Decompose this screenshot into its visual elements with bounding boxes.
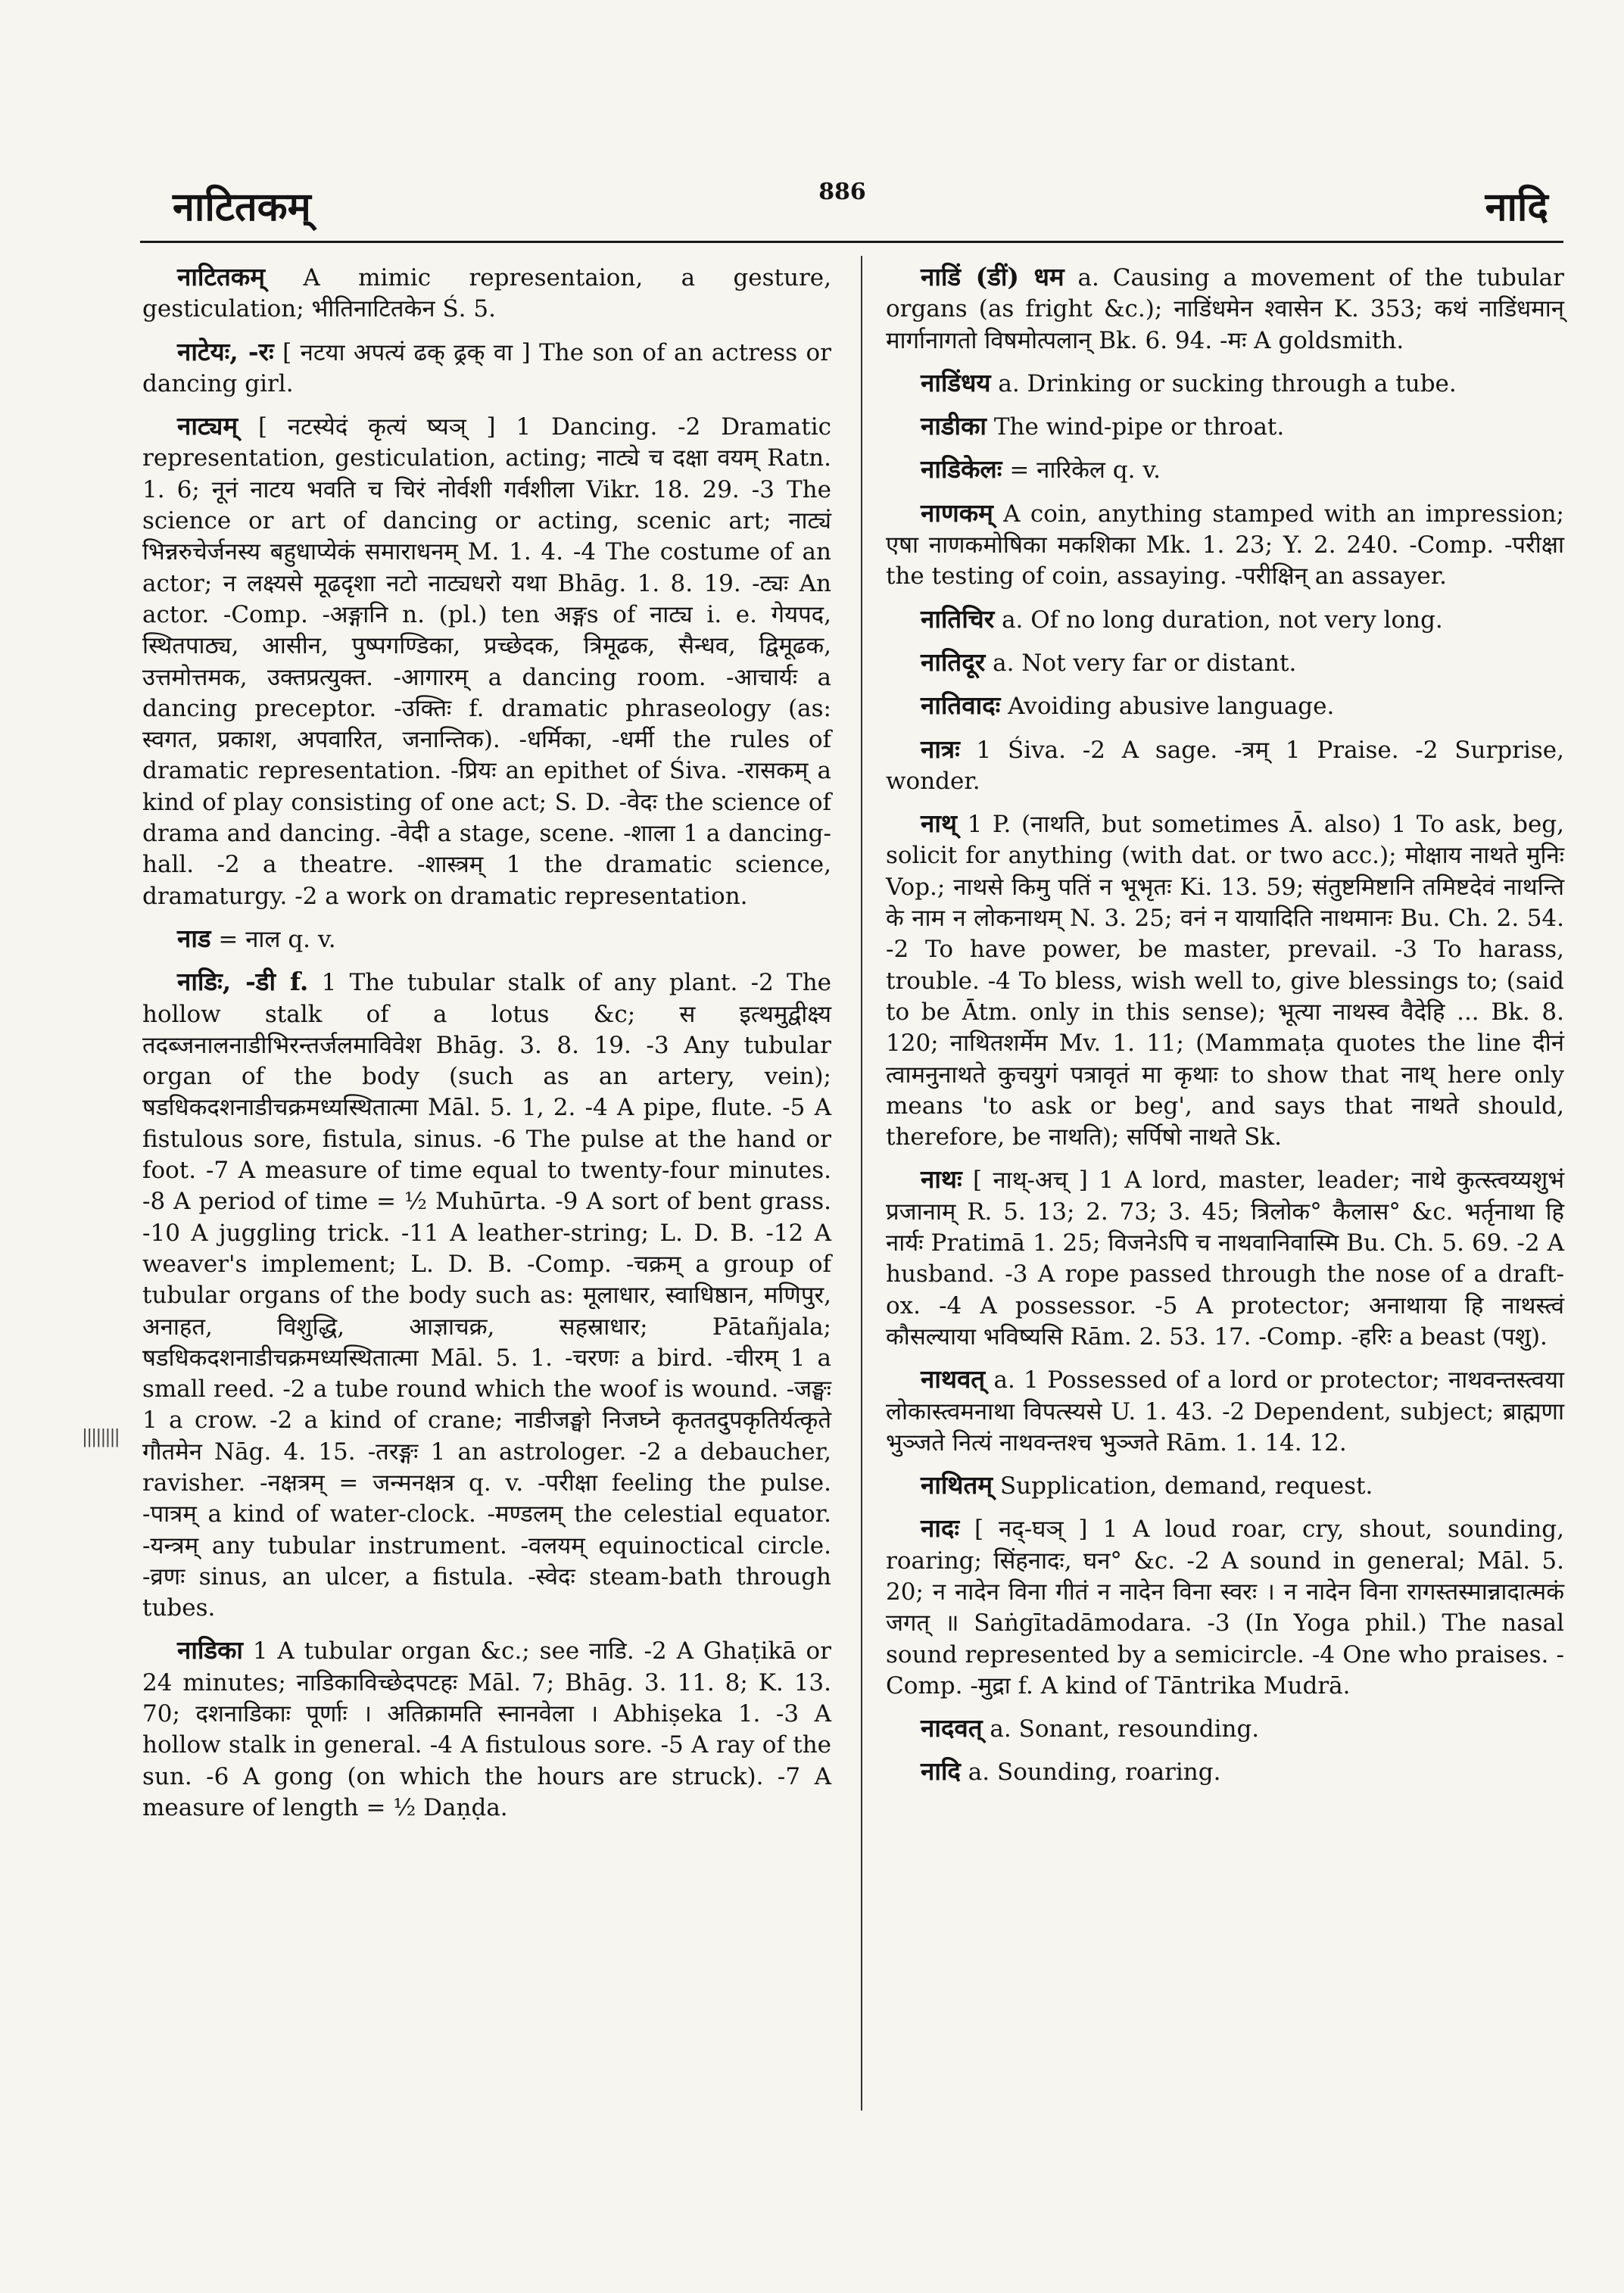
entry-headword: नाडिका — [177, 1635, 243, 1665]
header-rule — [140, 241, 1563, 243]
entry-definition: 1 Śiva. -2 A sage. -त्रम् 1 Praise. -2 Surprise, wonder. — [886, 736, 1564, 795]
entry-definition: The wind-pipe or throat. — [993, 413, 1285, 441]
entry-definition: 1 The tubular stalk of any plant. -2 The hollow stalk of a lotus &c; स इत्थमुद्वीक्ष्य तदब्जनालनाडीभिरन्तर्जलमाविवेश Bhāg. 3. 8. 19. -3 Any tubular organ of the body (such as an artery, vein); षडधिकदशनाडीचक्रमध्यस्थितात्मा Māl. 5. 1, 2. -4 A pipe, flute. -5 A fistulous sore, fistula, sinus. -6 The pulse at the hand or foot. -7 A measure of time equal to twenty-four minutes. -8 A period of time = ½ Muhūrta. -9 A sort of bent grass. -10 A juggling trick. -11 A leather-string; L. D. B. -12 A weaver's implement; L. D. B. -Comp. -चक्रम् a group of tubular organs of the body such as: मूलाधार, स्वाधिष्ठान, मणिपुर, अनाहत, विशुद्धि, आज्ञाचक्र, सहस्राधार; Pātañjala; षडधिकदशनाडीचक्रमध्यस्थितात्मा Māl. 5. 1. -चरणः a bird. -चीरम् 1 a small reed. -2 a tube round which the woof is wound. -जङ्घः 1 a crow. -2 a kind of crane; नाडीजङ्घो निजघ्ने कृततदुपकृतिर्यत्कृते गौतमेन Nāg. 4. 15. -तरङ्गः 1 an astrologer. -2 a debaucher, ravisher. -नक्षत्रम् = जन्मनक्षत्र q. v. -परीक्षा feeling the pulse. -पात्रम् a kind of water-clock. -मण्डलम् the celestial equator. -यन्त्रम् any tubular instrument. -वलयम् equinoctical circle. -व्रणः sinus, an ulcer, a fistula. -स्वेदः steam-bath through tubes. — [142, 969, 832, 1622]
entry-definition: A mimic representaion, a gesture, gesticulation; भीतिनाटितकेन Ś. 5. — [142, 264, 831, 323]
entry-headword: नादः — [921, 1513, 960, 1544]
dictionary-entry — [886, 261, 1564, 357]
column-divider — [861, 256, 862, 2111]
entry-headword: नाडिंधय — [921, 367, 991, 397]
entry-definition: a. 1 Possessed of a lord or protector; नाथवन्तस्त्वया लोकास्त्वमनाथा विपत्स्यसे U. 1. 43. -2 Dependent, subject; ब्राह्मणा भुञ्जते नित्यं नाथवन्तश्च भुञ्जते Rām. 1. 14. 12. — [886, 1366, 1565, 1456]
entry-definition: [ नद्-घञ् ] 1 A loud roar, cry, shout, sounding, roaring; सिंहनादः, घन° &c. -2 A sound in general; Māl. 5. 20; न नादेन विना गीतं न नादेन विना स्वरः । न नादेन विना रागस्तस्मान्नादात्मकं जगत् ॥ Saṅgītadāmodara. -3 (In Yoga phil.) The nasal sound represented by a semicircle. -4 One who praises. -Comp. -मुद्रा f. A kind of Tāntrika Mudrā. — [886, 1516, 1564, 1699]
left-guide-word: नाटितकम् — [173, 184, 311, 230]
entry-definition: = नारिकेल q. v. — [1009, 456, 1161, 484]
dictionary-entry — [886, 367, 1564, 400]
entry-headword: नाथ् — [921, 808, 957, 839]
page-number: 886 — [818, 179, 866, 205]
entry-definition: a. Sonant, resounding. — [990, 1715, 1260, 1743]
dictionary-entry — [142, 410, 831, 912]
right-guide-word: नादि — [1485, 184, 1548, 230]
dictionary-entry — [886, 1712, 1564, 1745]
entry-definition: Avoiding abusive language. — [1008, 693, 1335, 721]
entry-definition: 1 A tubular organ &c.; see नाडि. -2 A Ghaṭikā or 24 minutes; नाडिकाविच्छेदपटहः Māl. 7; Bhāg. 3. 11. 8; K. 13. 70; दशनाडिकाः पूर्णाः । अतिक्रामति स्नानवेला । Abhiṣeka 1. -3 A hollow stalk in general. -4 A fistulous sore. -5 A ray of the sun. -6 A gong (on which the hours are struck). -7 A measure of length = ½ Daṇḍa. — [142, 1637, 831, 1821]
dictionary-entry — [886, 1164, 1564, 1353]
dictionary-entry — [886, 453, 1564, 486]
dictionary-entry — [886, 1513, 1564, 1702]
entry-definition: [ नटस्येदं कृत्यं ष्यञ् ] 1 Dancing. -2 Dramatic representation, gesticulation, acting; नाट्ये च दक्षा वयम् Ratn. 1. 6; नूनं नाटय भवति च चिरं नोर्वशी गर्वशीला Vikr. 18. 29. -3 The science or art of dancing or acting, scenic art; नाट्यं भिन्नरुचेर्जनस्य बहुधाप्येकं समाराधनम् M. 1. 4. -4 The costume of an actor; न लक्ष्यसे मूढदृशा नटो नाट्यधरो यथा Bhāg. 1. 8. 19. -ट्यः An actor. -Comp. -अङ्गानि n. (pl.) ten अङ्गs of नाट्य i. e. गेयपद, स्थितपाठ्य, आसीन, पुष्पगण्डिका, प्रच्छेदक, त्रिमूढक, सैन्धव, द्विमूढक, उत्तमोत्तमक, उक्तप्रत्युक्त. -आगारम् a dancing room. -आचार्यः a dancing preceptor. -उक्तिः f. dramatic phraseology (as: स्वगत, प्रकाश, अपवारित, जनान्तिक). -धर्मिका, -धर्मी the rules of dramatic representation. -प्रियः an epithet of Śiva. -रासकम् a kind of play consisting of one act; S. D. -वेदः the science of drama and dancing. -वेदी a stage, scene. -शाला 1 a dancing-hall. -2 a theatre. -शास्त्रम् 1 the dramatic science, dramaturgy. -2 a work on dramatic representation. — [142, 413, 831, 910]
dictionary-entry — [886, 734, 1564, 798]
entry-headword: नाथवत् — [921, 1364, 986, 1394]
entry-definition: a. Drinking or sucking through a tube. — [998, 369, 1457, 397]
entry-headword: नातिचिर — [921, 603, 995, 634]
dictionary-entry — [142, 1634, 831, 1824]
entry-headword: नाटितकम् — [177, 262, 265, 291]
entry-headword: नात्रः — [921, 734, 960, 764]
entry-definition: Supplication, demand, request. — [999, 1472, 1373, 1500]
dictionary-entry — [886, 1363, 1564, 1459]
entry-definition: a. Of no long duration, not very long. — [1002, 606, 1443, 634]
entry-headword: नाडिं (डीं) धम — [921, 262, 1064, 291]
entry-definition: a. Not very far or distant. — [993, 649, 1297, 677]
entry-definition: a. Sounding, roaring. — [968, 1759, 1221, 1787]
dictionary-entry — [886, 1756, 1564, 1788]
dictionary-entry — [886, 410, 1564, 443]
entry-headword: नादवत् — [921, 1713, 983, 1743]
page-header — [136, 179, 1548, 232]
dictionary-entry — [142, 923, 831, 955]
entry-headword: नाणकम् — [921, 497, 993, 528]
dictionary-entry — [886, 1469, 1564, 1502]
dictionary-entry — [886, 497, 1564, 593]
entry-headword: नातिवादः — [921, 690, 1001, 721]
dictionary-entry — [886, 808, 1564, 1153]
entry-headword: नाडीका — [921, 411, 987, 441]
entry-definition: 1 P. (नाथति, but sometimes Ā. also) 1 To ask, beg, solicit for anything (with dat. or two acc.); मोक्षाय नाथते मुनिः Vop.; नाथसे किमु पतिं न भूभृतः Ki. 13. 59; संतुष्टमिष्टानि तमिष्टदेवं नाथन्ति के नाम न लोकनाथम् N. 3. 25; वनं न यायादिति नाथमानः Bu. Ch. 2. 54. -2 To have power, be master, prevail. -3 To harass, trouble. -4 To bless, wish well to, give blessings to; (said to be Ātm. only in this sense); भूत्या नाथस्व वैदेहि ... Bk. 8. 120; नाथितशर्मेम Mv. 1. 11; (Mammaṭa quotes the line दीनं त्वामनुनाथते कुचयुगं पत्रावृतं मा कृथाः to show that नाथ् here only means 'to ask or beg', and says that नाथते should, therefore, be नाथति); सर्पिषो नाथते Sk. — [886, 811, 1564, 1151]
entry-headword: नाडिः, -डी f. — [177, 967, 309, 997]
dictionary-entry — [886, 690, 1564, 722]
entry-headword: नाडिकेलः — [921, 454, 1002, 484]
right-column — [886, 261, 1564, 1799]
dictionary-entry — [886, 603, 1564, 636]
entry-definition: a. Causing a movement of the tubular organs (as fright &c.); नाडिंधमेन श्वासेन K. 353; कथं नाडिंधमान् मार्गानागतो विषमोत्पलान् Bk. 6. 94. -मः A goldsmith. — [886, 264, 1564, 354]
entry-headword: नाथितम् — [921, 1470, 993, 1500]
entry-definition: A coin, anything stamped with an impression; एषा नाणकमोषिका मकशिका Mk. 1. 23; Y. 2. 240. -Comp. -परीक्षा the testing of coin, assaying. -परीक्षिन् an assayer. — [886, 500, 1564, 590]
dictionary-entry — [142, 336, 831, 400]
entry-definition: = नाल q. v. — [218, 925, 336, 953]
entry-headword: नादि — [921, 1756, 961, 1787]
dictionary-entry — [142, 261, 831, 326]
dictionary-entry — [142, 966, 831, 1624]
entry-headword: नाथः — [921, 1164, 962, 1195]
entry-headword: नाड — [177, 923, 211, 953]
entry-definition: [ नाथ्-अच् ] 1 A lord, master, leader; नाथे कुत्स्त्वय्यशुभं प्रजानाम् R. 5. 13; 2. 73; 3. 45; त्रिलोक° कैलास° &c. भर्तृनाथा हि नार्यः Pratimā 1. 25; विजनेऽपि च नाथवानिवास्मि Bu. Ch. 5. 69. -2 A husband. -3 A rope passed through the nose of a draft-ox. -4 A possessor. -5 A protector; अनाथाया हि नाथस्त्वं कौसल्याया भविष्यसि Rām. 2. 53. 17. -Comp. -हरिः a beast (पशु). — [886, 1167, 1564, 1351]
entry-headword: नातिदूर — [921, 646, 986, 677]
left-column — [142, 261, 831, 1834]
dictionary-entry — [886, 646, 1564, 679]
entry-headword: नाट्यम् — [177, 411, 238, 441]
entry-headword: नाटेयः, -रः — [177, 336, 274, 366]
entry-definition: [ नटया अपत्यं ढक् ढ्रक् वा ] The son of an actress or dancing girl. — [142, 338, 832, 397]
margin-marks: |||||||| — [82, 1426, 119, 1447]
